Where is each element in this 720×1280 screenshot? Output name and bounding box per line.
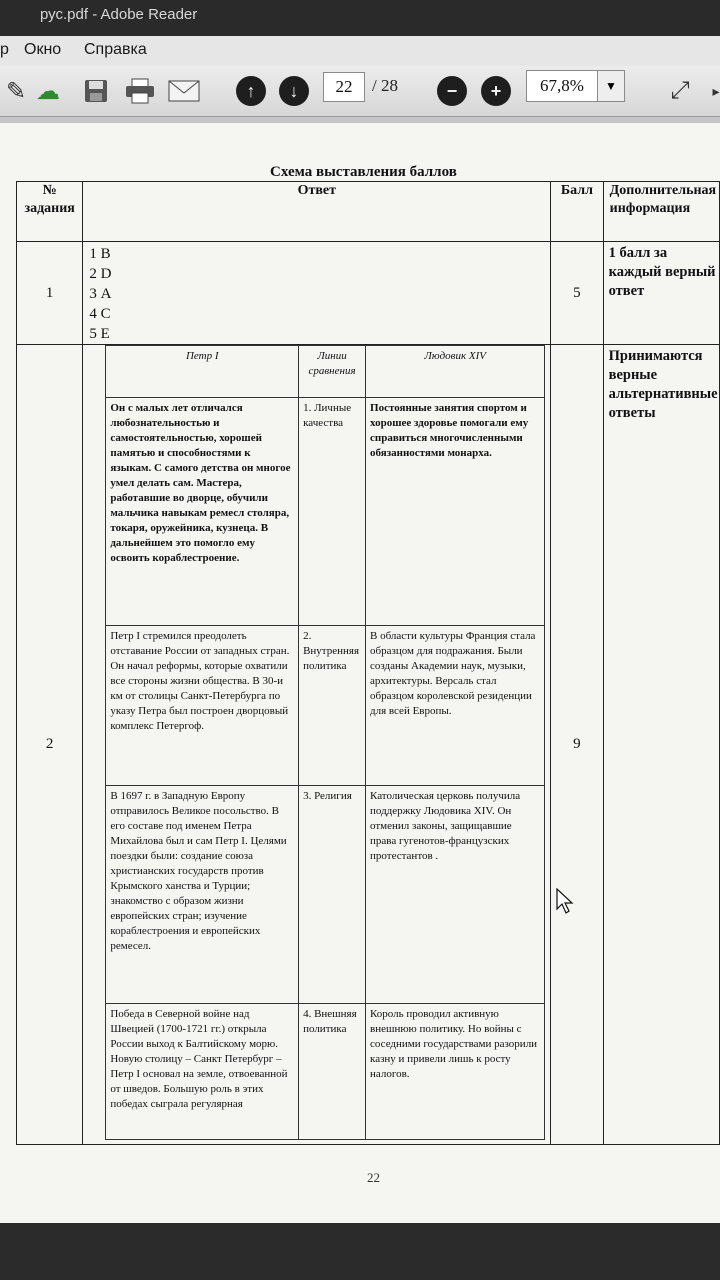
- window-title: рус.pdf - Adobe Reader: [40, 6, 198, 23]
- comparison-table: [105, 345, 545, 1140]
- comparison-line: 1. Личные качества: [299, 398, 366, 626]
- comparison-line: 2. Внутренняя политика: [299, 626, 366, 786]
- answer-item: 5 Е: [89, 326, 110, 342]
- answer-item: 4 С: [89, 306, 111, 322]
- chevron-down-icon: ▼: [605, 79, 617, 93]
- louis-text: Постоянные занятия спортом и хорошее здоровье помогали ему справиться многочисленными обязанностями монарха.: [366, 398, 545, 626]
- comparison-row: [106, 398, 545, 626]
- fit-screen-icon[interactable]: ⤢: [670, 77, 690, 104]
- header-louis: Людовик XIV: [366, 346, 545, 398]
- scoring-table: [16, 181, 720, 1145]
- header-comparison-lines: Линии сравнения: [299, 346, 366, 398]
- info-text: 1 балл за каждый верный ответ: [603, 242, 719, 345]
- score-value: 5: [551, 242, 603, 345]
- answer-item: 2 D: [89, 266, 112, 282]
- comparison-row: [106, 626, 545, 786]
- zoom-dropdown-button[interactable]: [597, 70, 625, 102]
- mail-icon[interactable]: [168, 75, 200, 107]
- louis-text: Король проводил активную внешнюю политику. Но войны с соседними государствами разорили казну и привели лишь к росту налогов.: [366, 1004, 545, 1140]
- page-down-icon[interactable]: ↓: [279, 76, 309, 106]
- document-title: Схема выставления баллов: [270, 164, 457, 180]
- header-score: Балл: [551, 182, 603, 242]
- save-icon[interactable]: [80, 75, 112, 107]
- header-task-no: № задания: [17, 182, 83, 242]
- answer-item: 3 А: [89, 286, 112, 302]
- document-page: [0, 123, 720, 1223]
- zoom-input[interactable]: 67,8%: [526, 70, 598, 102]
- page-up-icon[interactable]: ↑: [236, 76, 266, 106]
- edit-icon[interactable]: ✎: [5, 77, 27, 105]
- table-row: [17, 242, 720, 345]
- mouse-cursor-icon: [556, 888, 574, 914]
- peter-text: Петр I стремился преодолеть отставание России от западных стран. Он начал реформы, которые охватили все стороны жизни общества. В 30-и км от столицы Санкт-Петербурга по указу Петра был построен дворцовый комплекс Петергоф.: [106, 626, 299, 786]
- peter-text: Победа в Северной войне над Швецией (1700-1721 гг.) открыла России выход к Балтийскому морю. Новую столицу – Санкт Петербург – Петр I основал на земле, отвоеванной от шведов. Большую роль в этих победах сыграла регулярная: [106, 1004, 299, 1140]
- table-row: [17, 345, 720, 1145]
- answer-list: [83, 242, 551, 345]
- zoom-in-icon[interactable]: +: [481, 76, 511, 106]
- comparison-row: [106, 1004, 545, 1140]
- task-number: 2: [17, 345, 83, 1145]
- answer-cell: [83, 345, 551, 1145]
- comparison-line: 4. Внешняя политика: [299, 1004, 366, 1140]
- zoom-out-icon[interactable]: −: [437, 76, 467, 106]
- table-header-row: [17, 182, 720, 242]
- header-answer: Ответ: [83, 182, 551, 242]
- header-peter: Петр I: [106, 346, 299, 398]
- menu-item-window[interactable]: Окно: [24, 41, 62, 58]
- comparison-line: 3. Религия: [299, 786, 366, 1004]
- info-text: Принимаются верные альтернативные ответы: [603, 345, 719, 1145]
- answer-item: 1 В: [89, 246, 111, 262]
- viewer-bottom-area: [0, 1223, 720, 1280]
- page-number-input[interactable]: 22: [323, 72, 365, 102]
- comparison-row: [106, 786, 545, 1004]
- louis-text: В области культуры Франция стала образцом для подражания. Были созданы Академии наук, музыки, архитектуры. Версаль стал образцом королевской резиденции для всей Европы.: [366, 626, 545, 786]
- comparison-header-row: [106, 346, 545, 398]
- title-bar: [0, 0, 720, 36]
- peter-text: В 1697 г. в Западную Европу отправилось Великое посольство. В его составе под именем Петра Михайлова был и сам Петр I. Целями поездки были: создание союза христианских государств против Крымского ханства и Турции; знакомство с образом жизни европейских стран; изучение кораблестроения и европейских ремесел.: [106, 786, 299, 1004]
- menu-item-help[interactable]: Справка: [84, 41, 147, 58]
- peter-text: Он с малых лет отличался любознательностью и самостоятельностью, хорошей памятью и способностями к языкам. С самого детства он многое умел делать сам. Мастера, работавшие во дворце, обучили мальчика навыкам ремесл столяра, токаря, оружейника, кузнеца. В дальнейшем это помогло ему освоить кораблестроение.: [106, 398, 299, 626]
- header-info: Дополнительная информация: [603, 182, 719, 242]
- more-icon[interactable]: ▸: [712, 82, 720, 99]
- louis-text: Католическая церковь получила поддержку Людовика XIV. Он отменил законы, защищавшие права гугенотов-французских протестантов .: [366, 786, 545, 1004]
- cloud-upload-icon[interactable]: ☁: [36, 77, 60, 105]
- page-number: 22: [367, 1170, 380, 1185]
- print-icon[interactable]: [124, 75, 156, 107]
- task-number: 1: [17, 242, 83, 345]
- menu-item-partial[interactable]: р: [0, 41, 9, 58]
- menu-bar: [0, 36, 720, 67]
- page-total: / 28: [372, 76, 398, 95]
- score-value: 9: [551, 345, 603, 1145]
